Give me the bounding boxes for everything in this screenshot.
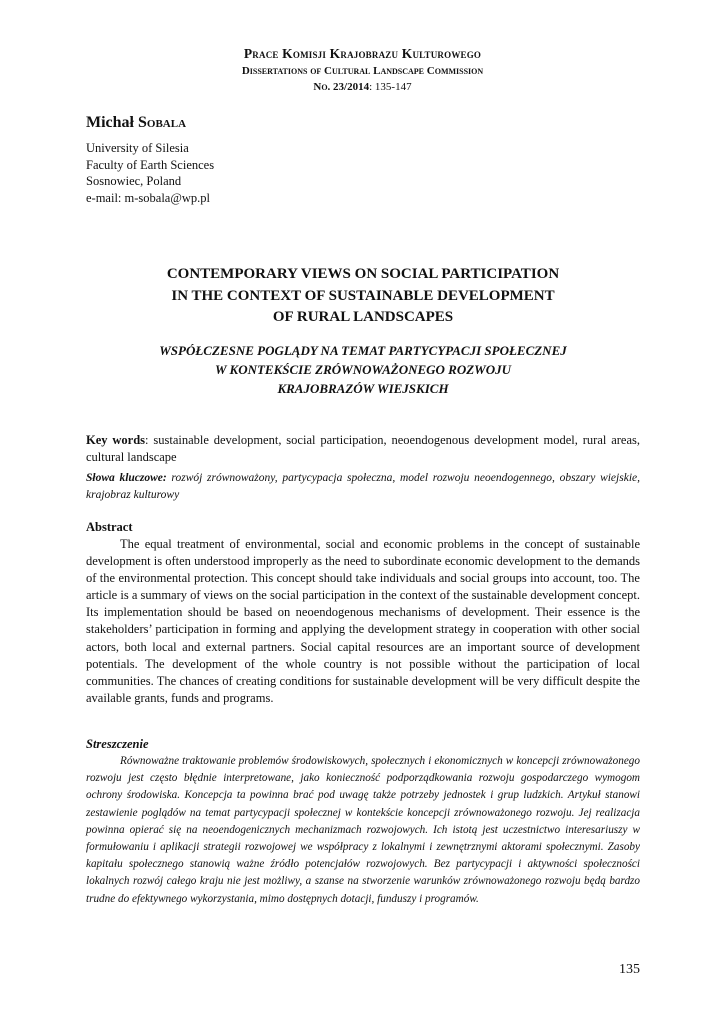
streszczenie-section [86, 736, 640, 908]
title-block [86, 264, 640, 398]
author-affiliation [86, 140, 646, 206]
title-en-line: CONTEMPORARY VIEWS ON SOCIAL PARTICIPATION [166, 266, 560, 282]
title-pl-line: WSPÓŁCZESNE POGLĄDY NA TEMAT PARTYCYPACJI SPOŁECZNEJ [159, 342, 567, 358]
keywords-pl-label: Słowa kluczowe: [86, 472, 167, 484]
issue-number: No. 23/2014 [313, 81, 370, 93]
journal-header [0, 46, 725, 94]
journal-subtitle: Dissertations of Cultural Landscape Commission [241, 65, 484, 77]
issue-pages: : 135-147 [369, 81, 412, 93]
title-pl-line: KRAJOBRAZÓW WIEJSKICH [277, 380, 449, 396]
author-email: e-mail: m-sobala@wp.pl [86, 190, 210, 205]
article-title-pl [86, 341, 640, 398]
keywords-pl-text: rozwój zrównoważony, partycypacja społeczna, model rozwoju neoendogennego, obszary wiejskie, krajobraz kulturowy [86, 472, 640, 501]
journal-title: Prace Komisji Krajobrazu Kulturowego [243, 46, 482, 61]
affiliation-line: Faculty of Earth Sciences [86, 157, 215, 172]
streszczenie-heading: Streszczenie [86, 737, 149, 751]
affiliation-line: Sosnowiec, Poland [86, 174, 182, 188]
keywords-pl [86, 470, 640, 504]
abstract-heading: Abstract [86, 520, 133, 534]
journal-issue [0, 80, 725, 94]
streszczenie-body: Równoważne traktowanie problemów środowiskowych, społecznych i ekonomicznych w koncepcji zrównoważonego rozwoju jest często błędnie interpretowane, jako konieczność podporządkowania rozwoju gospodarczego wymogom ochrony środowiska. Koncepcja ta powinna brać pod uwagę także potrzeby jednostek i grup ludzkich. Artykuł stanowi zestawienie poglądów na temat partycypacji społecznej w kontekście koncepcji zrównoważonego rozwoju. Jej realizacja powinna opierać się na neoendogenicznych mechanizmach rozwojowych. Ich istotą jest uczestnictwo interesariuszy w formułowaniu i aplikacji strategii rozwojowej we współpracy z lokalnymi i zewnętrznymi aktorami społecznymi. Zasoby kapitału społecznego stanowią ważne źródło potencjałów rozwojowych. Bez partycypacji i aktywności społeczności lokalnych rozwój całego kraju nie jest możliwy, a szanse na stworzenie warunków zrównoważonego rozwoju będą bardzo trudne do efektywnego wykorzystania, mimo dostępnych dotacji, funduszy i programów. [86, 755, 640, 905]
author-name [86, 112, 646, 134]
keywords-en-label: Key words [86, 433, 146, 447]
author-block [86, 112, 646, 206]
article-title-en [86, 264, 640, 329]
author-first-name: Michał [86, 114, 134, 131]
abstract-body: The equal treatment of environmental, social and economic problems in the concept of sustainable development is often understood improperly as the need to subordinate economic development to the demands of the environmental protection. This concept should take individuals and social groups into account, too. The article is a summary of views on the social participation in the context of the sustainable development concept. Its implementation should be based on neoendogenous mechanisms of development. Their essence is the stakeholders’ participation in forming and applying the development strategy in cooperation with other social actors, both local and external partners. Social capital resources are an important source of development potentials. The development of the whole country is not possible without the participation of local communities. The chances of creating conditions for sustainable development will be very difficult despite the available grants, funds and programs. [86, 537, 640, 705]
abstract-section [86, 519, 640, 707]
title-en-line: IN THE CONTEXT OF SUSTAINABLE DEVELOPMENT [171, 287, 555, 304]
page-number: 135 [619, 962, 640, 977]
title-pl-line: W KONTEKŚCIE ZRÓWNOWAŻONEGO ROZWOJU [214, 361, 512, 377]
keywords-en [86, 432, 640, 466]
title-en-line: OF RURAL LANDSCAPES [272, 309, 454, 325]
affiliation-line: University of Silesia [86, 141, 189, 155]
author-last-name: Sobala [138, 114, 187, 131]
keywords-en-text: : sustainable development, social participation, neoendogenous development model, rural areas, cultural landscape [86, 433, 640, 464]
